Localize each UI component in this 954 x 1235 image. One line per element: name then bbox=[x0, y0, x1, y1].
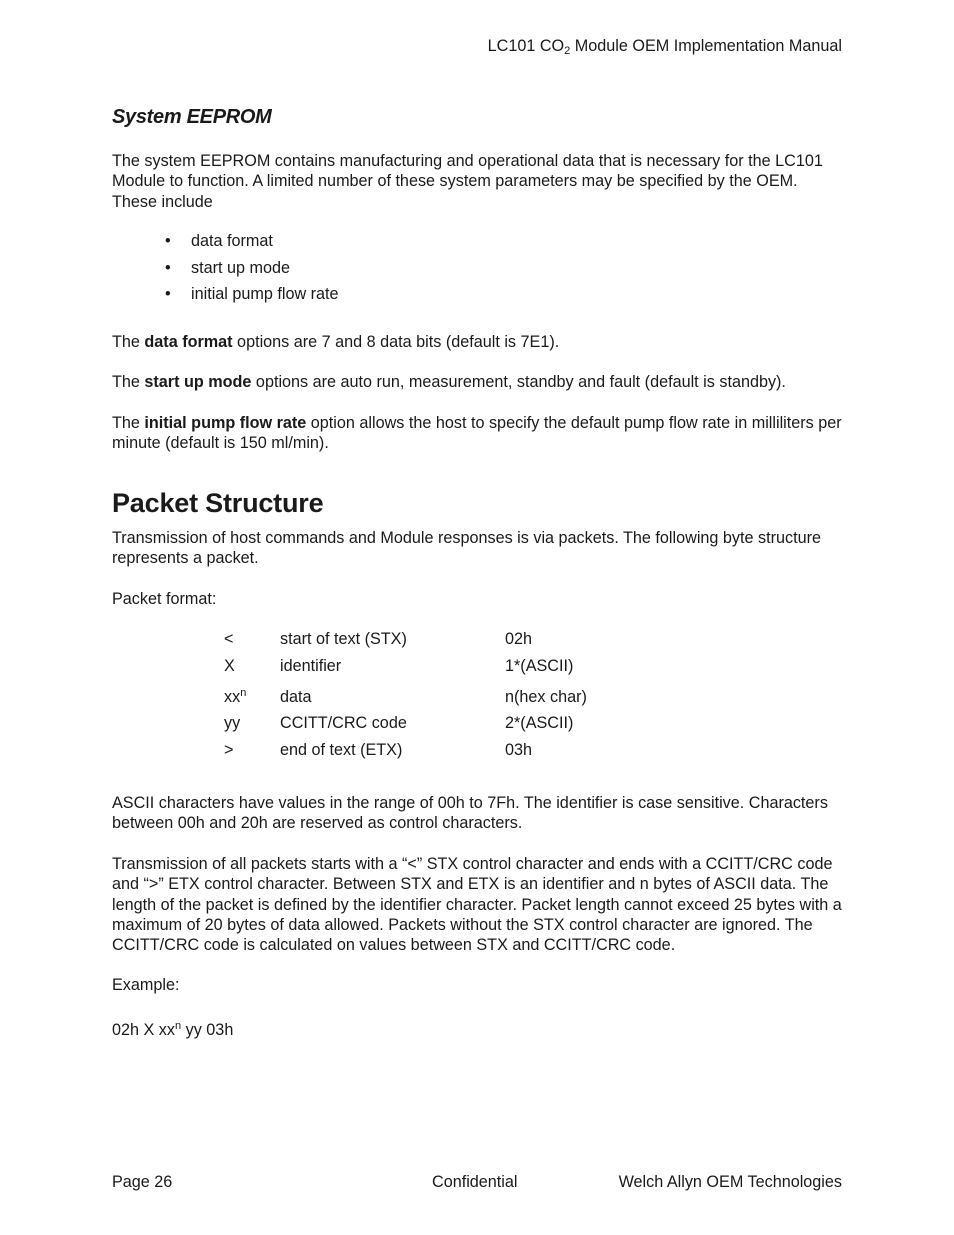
eeprom-heading: System EEPROM bbox=[112, 106, 272, 128]
packet-symbol-text: xx bbox=[224, 688, 241, 706]
packet-field-description: start of text (STX) bbox=[280, 630, 407, 648]
packet-field-description: data bbox=[280, 688, 312, 706]
packet-format-row bbox=[224, 740, 724, 762]
paragraph-text: options are auto run, measurement, standby and fault (default is standby). bbox=[251, 373, 786, 391]
packet-intro-paragraph: Transmission of host commands and Module responses is via packets. The following byte structure represents a packet. bbox=[112, 529, 821, 568]
bullet-icon: • bbox=[165, 258, 171, 277]
list-item bbox=[165, 258, 339, 285]
header-title-prefix: LC101 CO bbox=[487, 37, 565, 55]
packet-field-description: CCITT/CRC code bbox=[280, 714, 407, 732]
packet-symbol-text: > bbox=[224, 741, 234, 759]
packet-field-value: 03h bbox=[505, 741, 533, 759]
packet-symbol-superscript: n bbox=[240, 687, 247, 699]
packet-field-description: end of text (ETX) bbox=[280, 741, 403, 759]
packet-format-label: Packet format: bbox=[112, 590, 217, 608]
running-header bbox=[488, 37, 842, 57]
packet-symbol bbox=[224, 687, 246, 707]
header-title-suffix: Module OEM Implementation Manual bbox=[570, 37, 842, 55]
term-initial-pump-flow-rate: initial pump flow rate bbox=[144, 414, 307, 432]
paragraph-text: The bbox=[112, 373, 145, 391]
packet-symbol bbox=[224, 713, 240, 733]
paragraph-text: options are 7 and 8 data bits (default is 7E1). bbox=[232, 333, 560, 351]
bullet-icon: • bbox=[165, 285, 171, 303]
example-label: Example: bbox=[112, 976, 180, 994]
list-item bbox=[165, 284, 339, 311]
start-up-mode-paragraph bbox=[112, 372, 842, 392]
packet-symbol-text: yy bbox=[224, 714, 241, 732]
packet-structure-heading: Packet Structure bbox=[112, 488, 324, 518]
packet-symbol bbox=[224, 656, 235, 676]
list-item-text: initial pump flow rate bbox=[191, 285, 339, 303]
packet-format-row bbox=[224, 656, 724, 678]
packet-field-value: 1*(ASCII) bbox=[505, 657, 574, 675]
header-title-subscript: 2 bbox=[564, 45, 571, 57]
packet-format-row bbox=[224, 629, 724, 651]
footer-page-number: Page 26 bbox=[112, 1173, 173, 1191]
packet-symbol bbox=[224, 629, 233, 649]
packet-field-value: 2*(ASCII) bbox=[505, 714, 574, 732]
ascii-note-paragraph: ASCII characters have values in the range of 00h to 7Fh. The identifier is case sensitive. Characters between 00h and 20h are reserved as control characters. bbox=[112, 794, 828, 833]
example-text: yy 03h bbox=[181, 1021, 234, 1039]
paragraph-text: option allows the host to specify the default pump flow rate in milliliters per minute (default is 150 ml/min). bbox=[112, 414, 842, 453]
paragraph-text: The bbox=[112, 333, 145, 351]
packet-symbol-text: < bbox=[224, 630, 234, 648]
example-text: 02h X xx bbox=[112, 1021, 175, 1039]
eeprom-intro-paragraph: The system EEPROM contains manufacturing and operational data that is necessary for the LC101 Module to function. A limited number of these system parameters may be specified by the OEM. These include bbox=[112, 152, 823, 211]
packet-field-value: 02h bbox=[505, 630, 533, 648]
packet-field-description: identifier bbox=[280, 657, 342, 675]
footer-company: Welch Allyn OEM Technologies bbox=[618, 1173, 842, 1191]
packet-format-row bbox=[224, 687, 724, 709]
packet-symbol bbox=[224, 740, 233, 760]
example-superscript: n bbox=[175, 1020, 182, 1032]
packet-field-value: n(hex char) bbox=[505, 688, 587, 706]
bullet-icon: • bbox=[165, 232, 171, 250]
footer-confidential: Confidential bbox=[432, 1173, 518, 1191]
list-item bbox=[165, 231, 339, 258]
data-format-paragraph bbox=[112, 332, 842, 352]
packet-symbol-text: X bbox=[224, 657, 235, 675]
packet-format-row bbox=[224, 713, 724, 735]
list-item-text: start up mode bbox=[191, 258, 290, 277]
term-start-up-mode: start up mode bbox=[144, 373, 252, 391]
term-data-format: data format bbox=[144, 333, 233, 351]
transmission-paragraph: Transmission of all packets starts with a “<” STX control character and ends with a CCITT/CRC code and “>” ETX control character. Between STX and ETX is an identifier and n bytes of ASCII data. The length of the packet is defined by the identifier character. Packet length cannot exceed 25 bytes with a maximum of 20 bytes of data allowed. Packets without the STX control character are ignored. The CCITT/CRC code is calculated on values between STX and CCITT/CRC code. bbox=[112, 855, 842, 955]
list-item-text: data format bbox=[191, 232, 273, 250]
pump-flow-paragraph bbox=[112, 413, 842, 454]
eeprom-parameter-list bbox=[165, 231, 339, 311]
example-packet bbox=[112, 1020, 842, 1040]
paragraph-text: The bbox=[112, 414, 145, 432]
